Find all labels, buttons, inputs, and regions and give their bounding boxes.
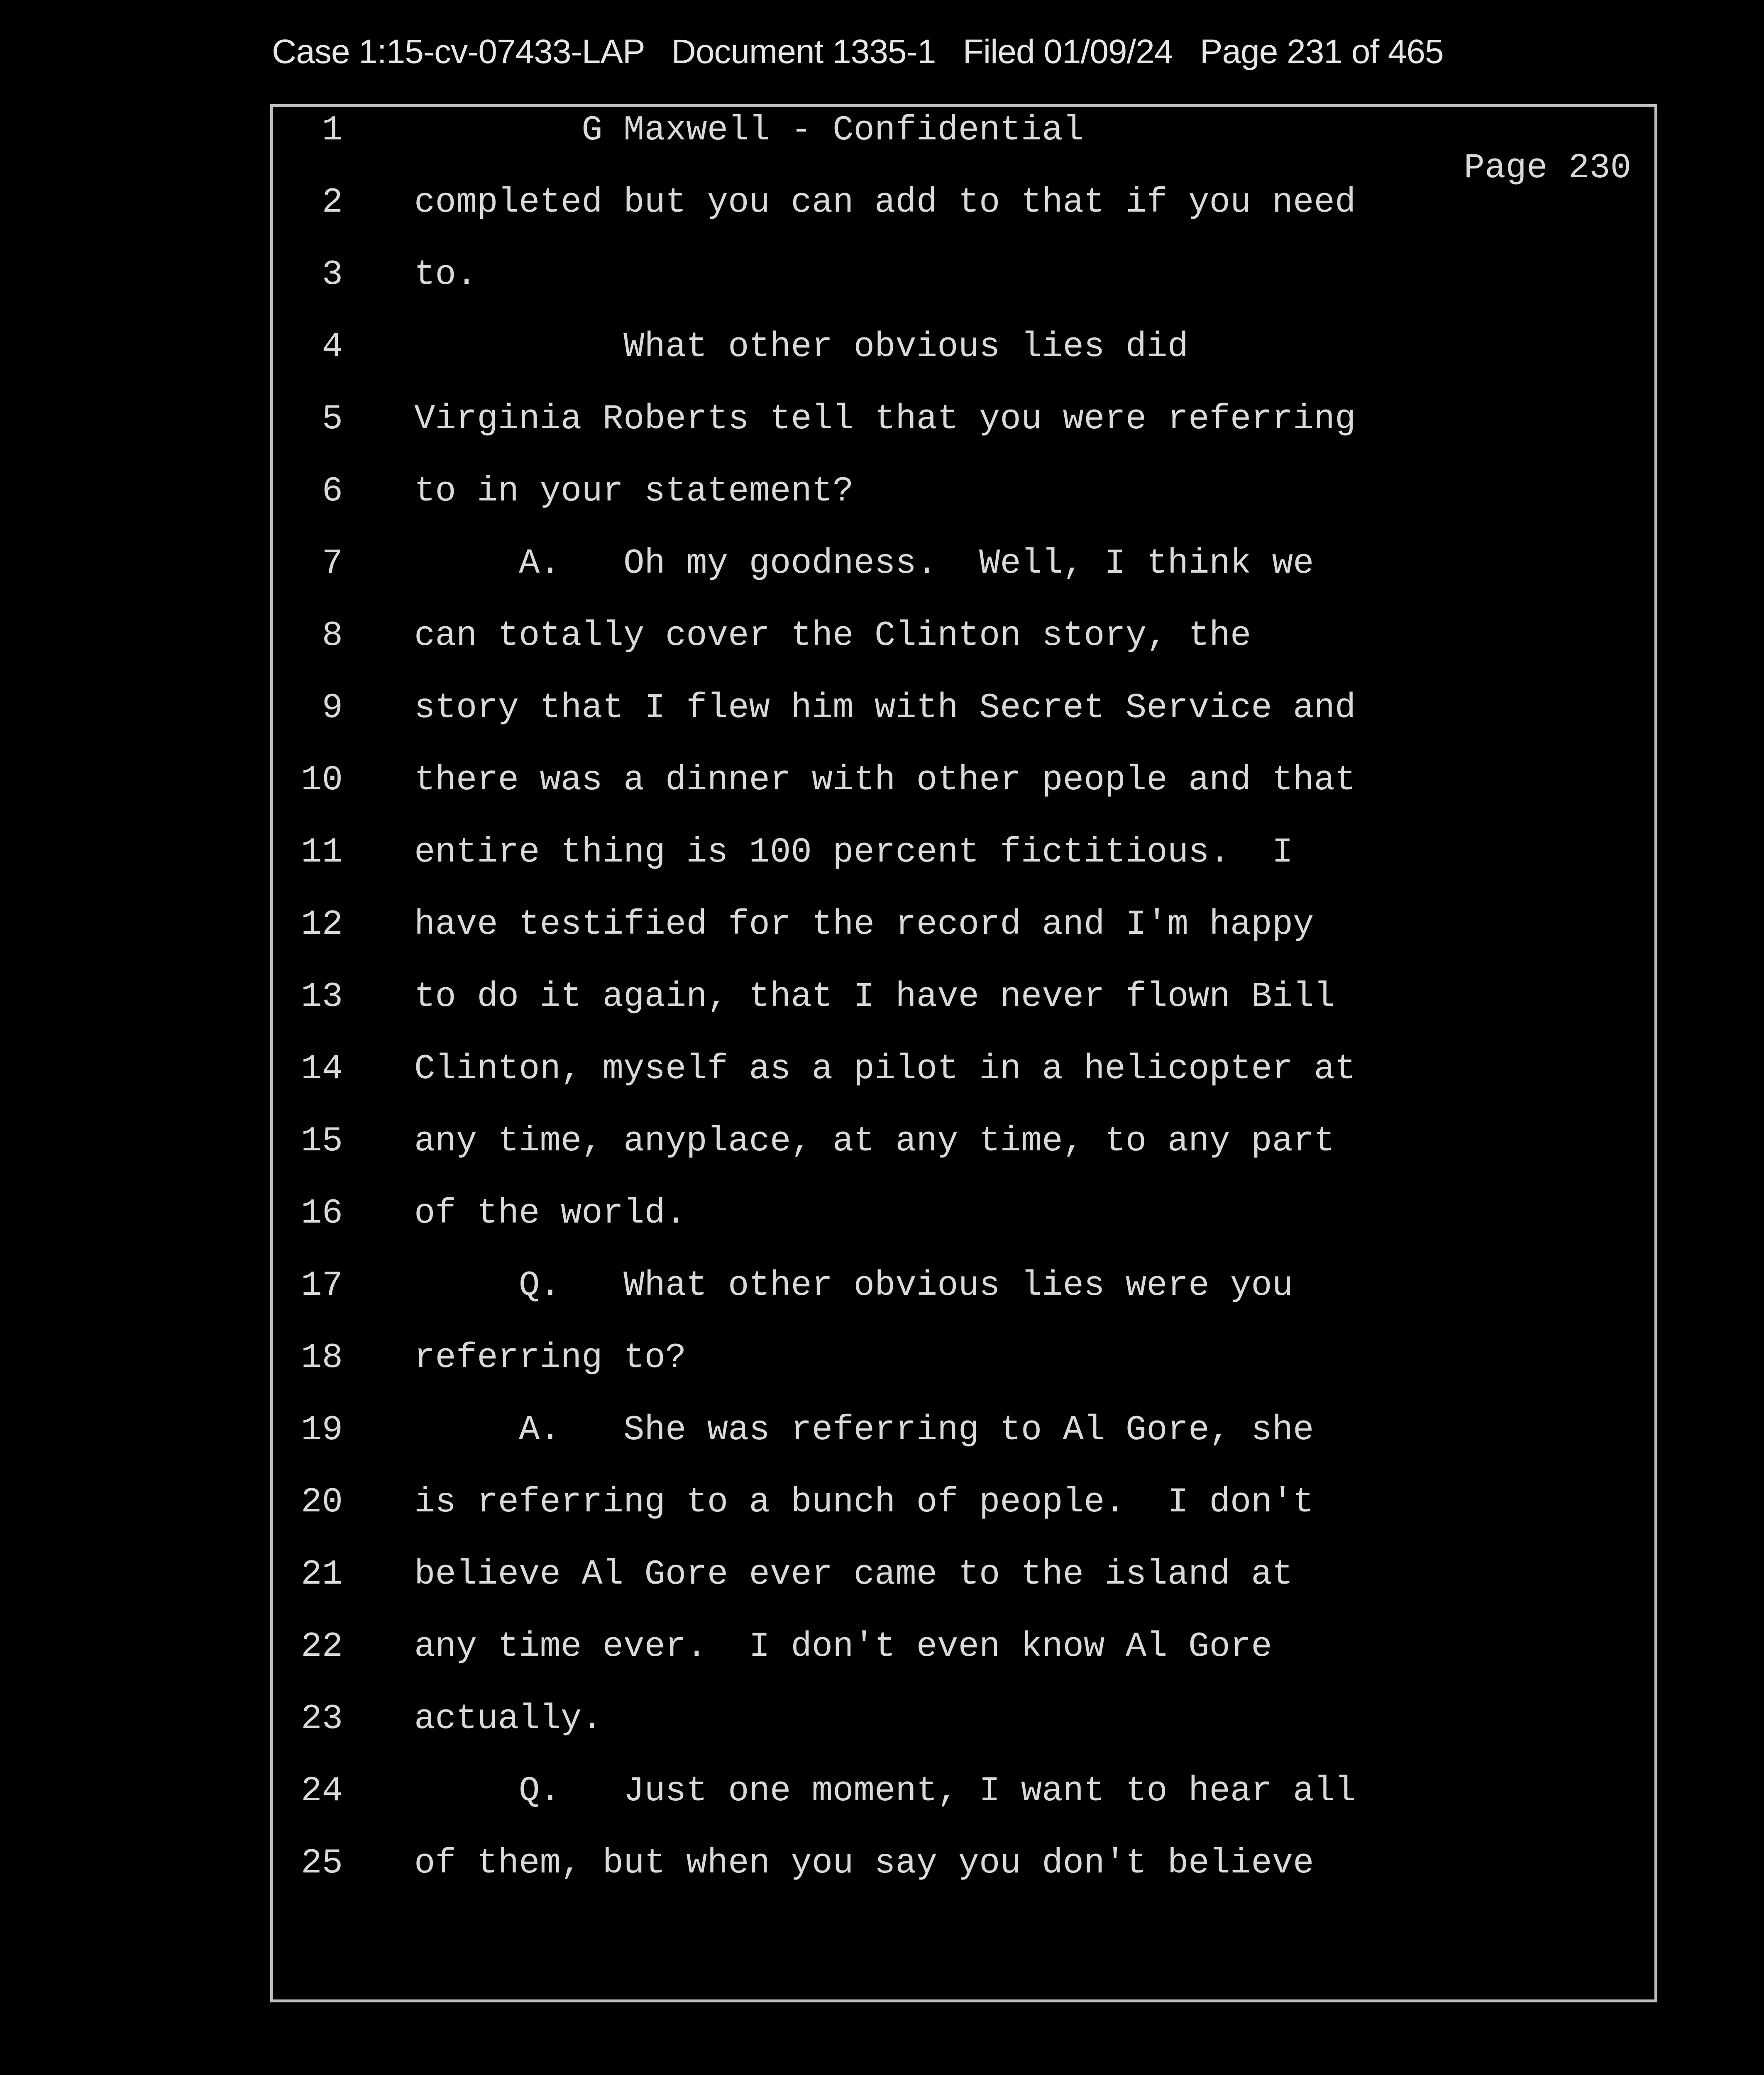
line-text: referring to? [414, 1338, 687, 1378]
transcript-line [273, 471, 1654, 543]
line-text: to do it again, that I have never flown Bill [414, 977, 1335, 1017]
line-text: any time ever. I don't even know Al Gore [414, 1627, 1272, 1667]
transcript-line [273, 688, 1654, 760]
transcript-line [273, 1843, 1654, 1915]
line-number: 11 [301, 833, 343, 872]
line-text: can totally cover the Clinton story, the [414, 616, 1251, 656]
line-text: actually. [414, 1699, 603, 1739]
line-number: 15 [301, 1122, 343, 1161]
transcript-line [273, 327, 1654, 399]
line-text: story that I flew him with Secret Service and [414, 688, 1356, 728]
line-number: 1 [322, 111, 343, 150]
transcript-line [273, 543, 1654, 615]
transcript-line [273, 976, 1654, 1049]
line-text: G Maxwell - Confidential [414, 111, 1084, 150]
line-number: 18 [301, 1338, 343, 1378]
line-text: of them, but when you say you don't believe [414, 1844, 1314, 1883]
line-number: 19 [301, 1411, 343, 1450]
line-number: 4 [322, 327, 343, 367]
transcript-line [273, 760, 1654, 832]
line-number: 20 [301, 1483, 343, 1522]
line-text: What other obvious lies did [414, 327, 1189, 367]
line-number: 21 [301, 1555, 343, 1594]
transcript-lines [273, 107, 1654, 1999]
transcript-line [273, 1265, 1654, 1338]
transcript-line [273, 1554, 1654, 1626]
line-number: 23 [301, 1699, 343, 1739]
line-text: Clinton, myself as a pilot in a helicopter at [414, 1050, 1356, 1089]
line-text: to. [414, 255, 477, 295]
line-text: of the world. [414, 1194, 687, 1233]
line-number: 10 [301, 761, 343, 800]
transcript-line [273, 1338, 1654, 1410]
line-number: 7 [322, 544, 343, 583]
line-number: 6 [322, 472, 343, 511]
line-text: any time, anyplace, at any time, to any part [414, 1122, 1335, 1161]
transcript-line [273, 399, 1654, 471]
line-number: 3 [322, 255, 343, 295]
line-number: 13 [301, 977, 343, 1017]
line-number: 2 [322, 183, 343, 222]
transcript-page-label: Page 230 [1463, 149, 1631, 188]
line-text: Q. What other obvious lies were you [414, 1266, 1293, 1306]
line-text: is referring to a bunch of people. I don't [414, 1483, 1314, 1522]
line-number: 17 [301, 1266, 343, 1306]
line-number: 24 [301, 1772, 343, 1811]
transcript-frame [270, 104, 1657, 2002]
line-text: Q. Just one moment, I want to hear all [414, 1772, 1356, 1811]
line-text: there was a dinner with other people and that [414, 761, 1356, 800]
line-text: to in your statement? [414, 472, 854, 511]
transcript-line [273, 1482, 1654, 1554]
transcript-line [273, 1771, 1654, 1843]
line-number: 22 [301, 1627, 343, 1667]
transcript-line [273, 110, 1654, 182]
transcript-line [273, 1699, 1654, 1771]
transcript-line [273, 1410, 1654, 1482]
line-number: 8 [322, 616, 343, 656]
transcript-line [273, 904, 1654, 976]
line-text: A. Oh my goodness. Well, I think we [414, 544, 1314, 583]
line-number: 14 [301, 1050, 343, 1089]
line-text: entire thing is 100 percent fictitious. I [414, 833, 1293, 872]
line-text: Virginia Roberts tell that you were referring [414, 400, 1356, 439]
line-text: A. She was referring to Al Gore, she [414, 1411, 1314, 1450]
transcript-line [273, 1193, 1654, 1265]
case-header: Case 1:15-cv-07433-LAP Document 1335-1 Filed 01/09/24 Page 231 of 465 [272, 33, 1444, 71]
transcript-line [273, 832, 1654, 904]
line-number: 9 [322, 688, 343, 728]
line-number: 16 [301, 1194, 343, 1233]
transcript-line [273, 182, 1654, 254]
line-number: 5 [322, 400, 343, 439]
line-number: 12 [301, 905, 343, 945]
line-text: completed but you can add to that if you need [414, 183, 1356, 222]
transcript-line [273, 1121, 1654, 1193]
line-number: 25 [301, 1844, 343, 1883]
transcript-line [273, 1049, 1654, 1121]
line-text: have testified for the record and I'm happy [414, 905, 1314, 945]
transcript-line [273, 254, 1654, 327]
transcript-line [273, 1626, 1654, 1699]
line-text: believe Al Gore ever came to the island at [414, 1555, 1293, 1594]
transcript-line [273, 615, 1654, 688]
